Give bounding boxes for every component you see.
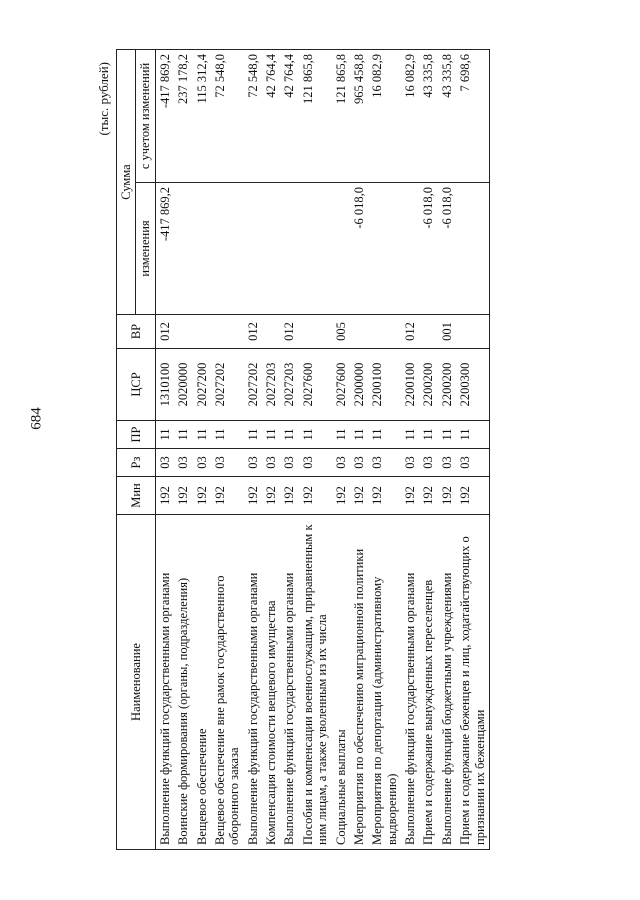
table-row — [332, 50, 350, 850]
row-with-changes: 42 764,4 — [280, 50, 298, 183]
row-changes — [262, 183, 280, 315]
row-pr: 11 — [401, 421, 419, 449]
row-csr: 2020000 — [174, 349, 192, 421]
row-with-changes: 16 082,9 — [401, 50, 419, 183]
row-csr: 2200100 — [401, 349, 419, 421]
row-rz: 03 — [262, 449, 280, 477]
row-csr: 1310100 — [155, 349, 174, 421]
table-row — [419, 50, 437, 850]
row-rz: 03 — [299, 449, 332, 477]
row-vr — [368, 315, 401, 349]
row-rz: 03 — [350, 449, 368, 477]
row-pr: 11 — [350, 421, 368, 449]
row-csr: 2027202 — [244, 349, 262, 421]
row-rz: 03 — [155, 449, 174, 477]
table-row — [193, 50, 211, 850]
row-rz: 03 — [193, 449, 211, 477]
row-pr: 11 — [332, 421, 350, 449]
row-min: 192 — [419, 477, 437, 515]
row-min: 192 — [244, 477, 262, 515]
row-csr: 2200200 — [419, 349, 437, 421]
table-row — [155, 50, 174, 850]
row-rz: 03 — [368, 449, 401, 477]
row-min: 192 — [280, 477, 298, 515]
table-row — [438, 50, 456, 850]
row-changes — [280, 183, 298, 315]
row-csr: 2027600 — [299, 349, 332, 421]
row-name: Пособия и компенсации военнослужащим, приравненным к ним лицам, а также уволенным из их числа — [299, 515, 332, 850]
row-with-changes: 115 312,4 — [193, 50, 211, 183]
table-row — [368, 50, 401, 850]
row-vr — [193, 315, 211, 349]
row-name: Прием и содержание вынужденных переселенцев — [419, 515, 437, 850]
row-with-changes: 43 335,8 — [438, 50, 456, 183]
row-changes: -417 869,2 — [155, 183, 174, 315]
row-name: Социальные выплаты — [332, 515, 350, 850]
row-pr: 11 — [211, 421, 244, 449]
row-pr: 11 — [419, 421, 437, 449]
table-row — [211, 50, 244, 850]
table-row — [244, 50, 262, 850]
header-sum: Сумма — [117, 50, 136, 315]
row-vr: 012 — [155, 315, 174, 349]
row-name: Мероприятия по депортации (административному выдворению) — [368, 515, 401, 850]
row-pr: 11 — [193, 421, 211, 449]
row-rz: 03 — [211, 449, 244, 477]
header-changes: изменения — [136, 183, 155, 315]
table-row — [280, 50, 298, 850]
row-with-changes: 121 865,8 — [299, 50, 332, 183]
row-changes — [211, 183, 244, 315]
row-vr — [419, 315, 437, 349]
table-row — [262, 50, 280, 850]
row-changes — [193, 183, 211, 315]
row-pr: 11 — [368, 421, 401, 449]
table-row — [401, 50, 419, 850]
row-changes — [174, 183, 192, 315]
row-vr: 012 — [244, 315, 262, 349]
row-changes: -6 018,0 — [350, 183, 368, 315]
row-min: 192 — [438, 477, 456, 515]
row-changes — [299, 183, 332, 315]
row-csr: 2200100 — [368, 349, 401, 421]
row-vr: 012 — [280, 315, 298, 349]
row-csr: 2200300 — [456, 349, 489, 421]
row-vr — [299, 315, 332, 349]
row-pr: 11 — [280, 421, 298, 449]
row-csr: 2200000 — [350, 349, 368, 421]
row-csr: 2027203 — [280, 349, 298, 421]
row-min: 192 — [174, 477, 192, 515]
row-pr: 11 — [262, 421, 280, 449]
row-name: Прием и содержание беженцев и лиц, ходатайствующих о признании их беженцами — [456, 515, 489, 850]
header-rz: Рз — [117, 449, 156, 477]
row-min: 192 — [299, 477, 332, 515]
row-with-changes: 965 458,8 — [350, 50, 368, 183]
row-with-changes: 121 865,8 — [332, 50, 350, 183]
row-rz: 03 — [280, 449, 298, 477]
row-rz: 03 — [419, 449, 437, 477]
row-vr — [211, 315, 244, 349]
row-pr: 11 — [456, 421, 489, 449]
table-row — [299, 50, 332, 850]
row-vr — [174, 315, 192, 349]
header-vr: ВР — [117, 315, 156, 349]
row-csr: 2027202 — [211, 349, 244, 421]
row-with-changes: 7 698,6 — [456, 50, 489, 183]
row-with-changes: 237 178,2 — [174, 50, 192, 183]
row-name: Компенсация стоимости вещевого имущества — [262, 515, 280, 850]
row-min: 192 — [350, 477, 368, 515]
table-header — [117, 50, 156, 850]
rotated-page — [90, 50, 550, 850]
row-pr: 11 — [438, 421, 456, 449]
table-row — [350, 50, 368, 850]
row-name: Выполнение функций государственными органами — [155, 515, 174, 850]
row-with-changes: -417 869,2 — [155, 50, 174, 183]
row-with-changes: 43 335,8 — [419, 50, 437, 183]
row-name: Вещевое обеспечение вне рамок государственного оборонного заказа — [211, 515, 244, 850]
row-rz: 03 — [438, 449, 456, 477]
row-min: 192 — [155, 477, 174, 515]
row-min: 192 — [262, 477, 280, 515]
row-rz: 03 — [174, 449, 192, 477]
row-with-changes: 16 082,9 — [368, 50, 401, 183]
row-rz: 03 — [244, 449, 262, 477]
row-rz: 03 — [456, 449, 489, 477]
row-changes — [244, 183, 262, 315]
row-name: Воинские формирования (органы, подразделения) — [174, 515, 192, 850]
row-changes — [401, 183, 419, 315]
row-min: 192 — [193, 477, 211, 515]
row-changes: -6 018,0 — [438, 183, 456, 315]
row-with-changes: 72 548,0 — [211, 50, 244, 183]
unit-note: (тыс. рублей) — [96, 62, 111, 136]
row-vr — [262, 315, 280, 349]
row-changes — [456, 183, 489, 315]
row-min: 192 — [368, 477, 401, 515]
row-changes — [332, 183, 350, 315]
row-changes: -6 018,0 — [419, 183, 437, 315]
row-changes — [368, 183, 401, 315]
row-min: 192 — [401, 477, 419, 515]
header-name: Наименование — [117, 515, 156, 850]
table-row — [456, 50, 489, 850]
page-number: 684 — [28, 407, 45, 430]
row-with-changes: 72 548,0 — [244, 50, 262, 183]
row-min: 192 — [332, 477, 350, 515]
header-min: Мин — [117, 477, 156, 515]
row-min: 192 — [211, 477, 244, 515]
row-name: Выполнение функций государственными органами — [401, 515, 419, 850]
row-vr: 005 — [332, 315, 350, 349]
table-body — [155, 50, 489, 850]
row-rz: 03 — [332, 449, 350, 477]
budget-table — [116, 49, 490, 850]
row-csr: 2200200 — [438, 349, 456, 421]
header-csr: ЦСР — [117, 349, 156, 421]
header-pr: ПР — [117, 421, 156, 449]
row-name: Вещевое обеспечение — [193, 515, 211, 850]
row-name: Выполнение функций государственными органами — [244, 515, 262, 850]
row-name: Выполнение функций государственными органами — [280, 515, 298, 850]
row-csr: 2027600 — [332, 349, 350, 421]
row-pr: 11 — [155, 421, 174, 449]
row-vr — [350, 315, 368, 349]
row-csr: 2027200 — [193, 349, 211, 421]
header-with-changes: с учетом изменений — [136, 50, 155, 183]
row-vr: 012 — [401, 315, 419, 349]
table-row — [174, 50, 192, 850]
row-rz: 03 — [401, 449, 419, 477]
row-pr: 11 — [244, 421, 262, 449]
row-vr — [456, 315, 489, 349]
row-min: 192 — [456, 477, 489, 515]
row-vr: 001 — [438, 315, 456, 349]
row-pr: 11 — [299, 421, 332, 449]
row-with-changes: 42 764,4 — [262, 50, 280, 183]
row-csr: 2027203 — [262, 349, 280, 421]
row-pr: 11 — [174, 421, 192, 449]
row-name: Мероприятия по обеспечению миграционной политики — [350, 515, 368, 850]
row-name: Выполнение функций бюджетными учреждениями — [438, 515, 456, 850]
